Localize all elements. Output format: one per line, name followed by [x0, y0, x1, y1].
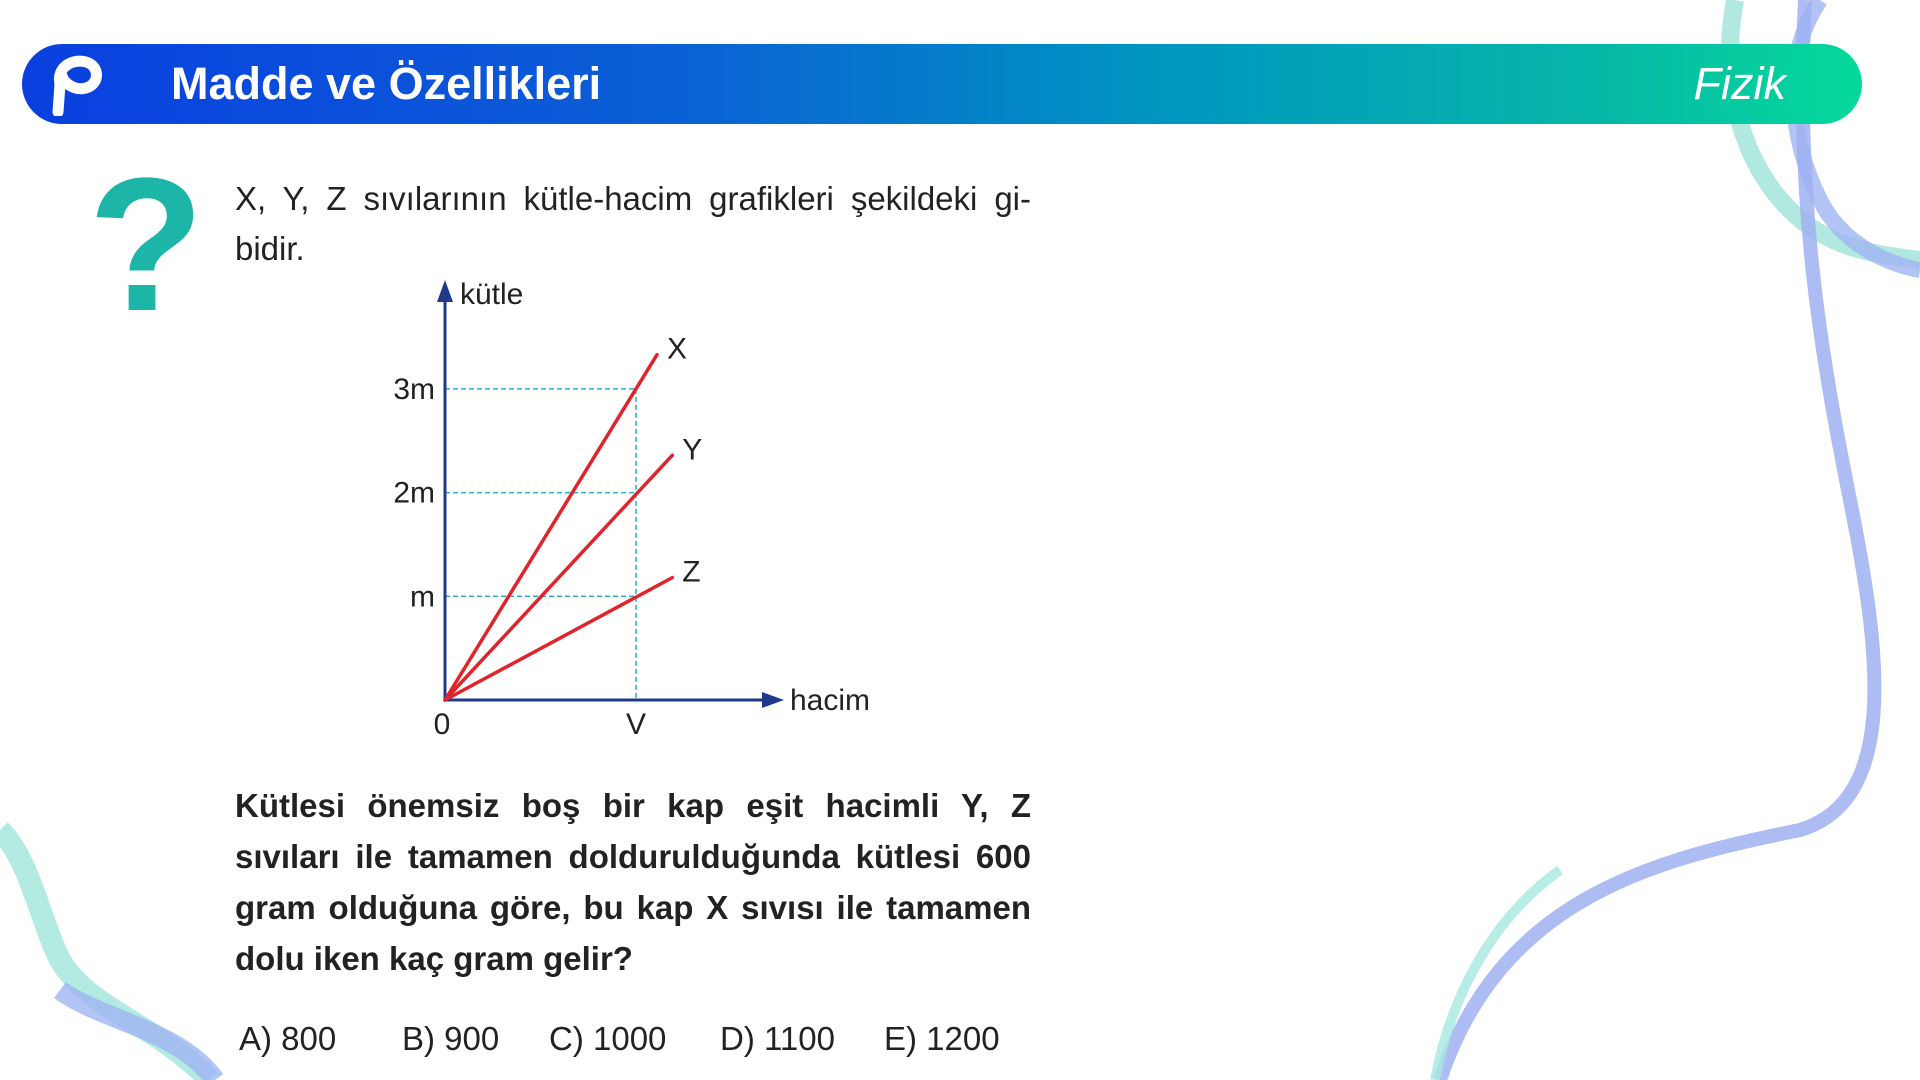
series-label-z: Z — [682, 555, 701, 589]
subject-label: Fizik — [1693, 58, 1786, 109]
question-text: Kütlesi önemsiz boş bir kap eşit hacimli Y, Z sıvıları ile tamamen doldurulduğunda kütlesi 600 gram olduğuna göre, bu kap X sıvısı ile tamamen dolu iken kaç gram gelir? — [235, 787, 1031, 977]
y-axis-label: kütle — [460, 278, 524, 311]
option-b[interactable]: B) 900 — [402, 1020, 500, 1057]
y-tick-label: 2m — [393, 476, 435, 510]
x-axis-arrow — [762, 692, 784, 708]
series-line-x — [445, 355, 657, 700]
option-e[interactable]: E) 1200 — [884, 1020, 1000, 1057]
x-axis-label: hacim — [790, 684, 871, 717]
question-intro: X, Y, Z sıvılarının kütle-hacim grafikleri şekildeki gi-bidir. — [235, 180, 1031, 267]
option-a[interactable]: A) 800 — [239, 1020, 337, 1057]
option-c[interactable]: C) 1000 — [549, 1020, 667, 1057]
y-tick-label: 3m — [393, 372, 435, 406]
y-tick-label: m — [410, 580, 435, 614]
series-label-x: X — [667, 332, 688, 366]
y-axis-arrow — [437, 280, 453, 302]
question-mark-icon: ? — [88, 139, 205, 351]
series-label-y: Y — [682, 433, 703, 467]
page-title: Madde ve Özellikleri — [171, 58, 602, 109]
option-d[interactable]: D) 1100 — [720, 1020, 835, 1057]
x-tick-label: V — [625, 708, 647, 741]
x-tick-label: 0 — [433, 708, 451, 741]
